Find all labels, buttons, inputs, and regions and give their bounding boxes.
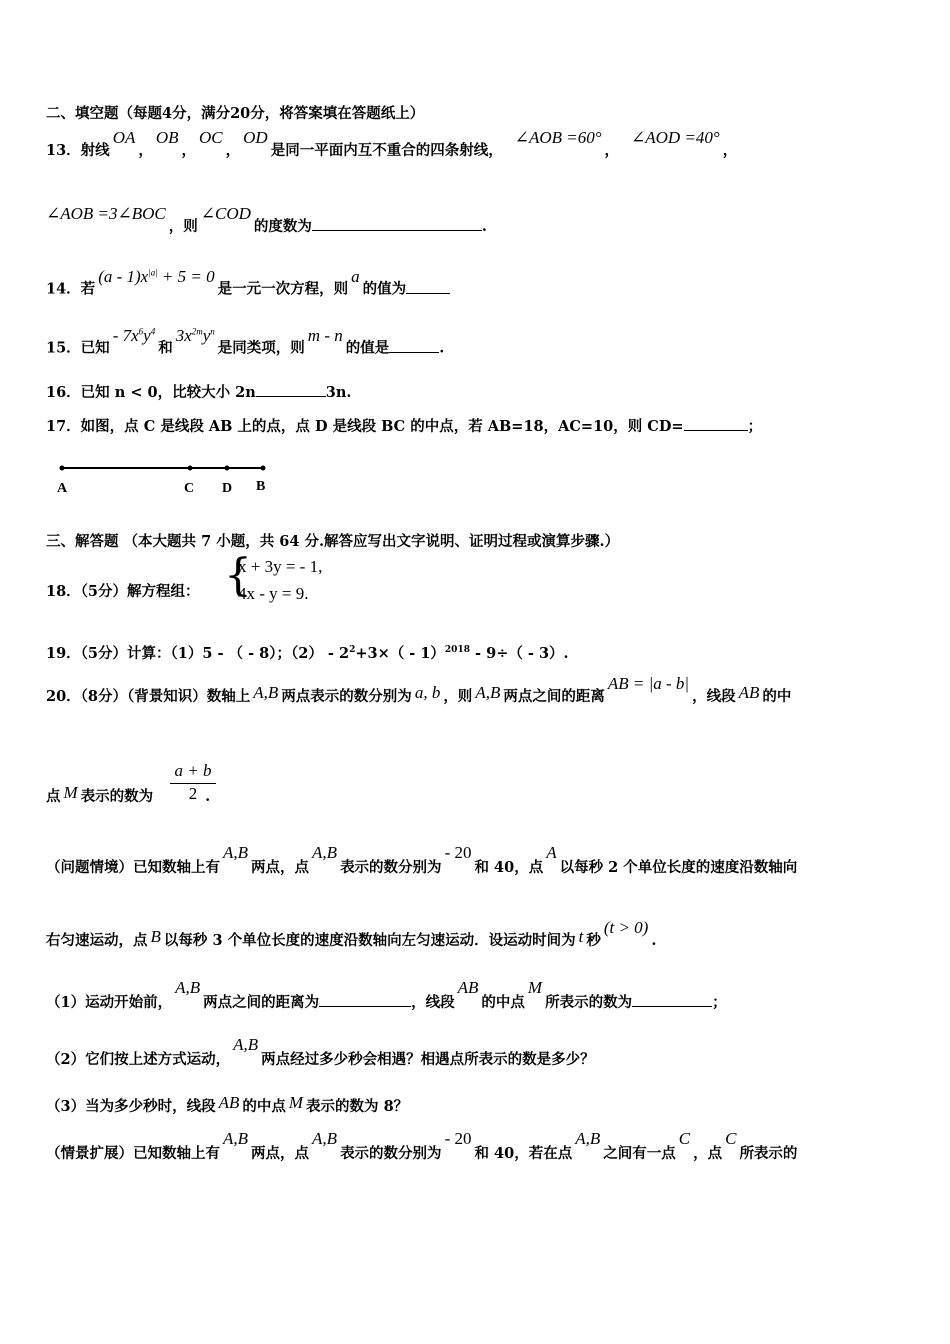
q14-num: 14．若 [46, 280, 96, 298]
q13-then: ，则 [168, 218, 198, 235]
ctx-pre: （问题情境）已知数轴上有 [46, 859, 220, 876]
q20-part1 [46, 978, 727, 1013]
q20-ab: A,B [253, 683, 279, 702]
ray-oa: OA [112, 128, 136, 147]
ext-ab-2: A,B [312, 1129, 338, 1148]
q13-line2 [46, 204, 487, 237]
label-c: C [184, 481, 195, 496]
p1-distance-blank[interactable] [319, 990, 411, 1007]
p1-end: ； [712, 994, 727, 1011]
q16-line [46, 380, 351, 403]
q19-power: 2018 [444, 645, 470, 655]
q15-t2-y: y [202, 325, 211, 345]
q19-square: 2 [349, 645, 356, 655]
ext-t4: 之间有一点 [603, 1145, 676, 1162]
q17-segment-figure [56, 460, 270, 474]
ctx-t1: 两点，点 [251, 859, 310, 876]
q15-expr: m - n [307, 325, 343, 345]
q20-t1: 两点表示的数分别为 [281, 688, 412, 705]
p1-midpoint-blank[interactable] [632, 990, 712, 1007]
p3-pre: （3）当为多少秒时，线段 [46, 1098, 216, 1115]
q20-t5: 的中 [762, 688, 792, 705]
p2-t1: 两点经过多少秒会相遇？相遇点所表示的数是多少？ [261, 1051, 595, 1068]
q13-cond2: ∠AOD =40° [631, 128, 720, 147]
fraction-denominator: 2 [188, 784, 198, 803]
comma: ， [604, 142, 620, 159]
ext-ab: A,B [223, 1129, 249, 1148]
section3-title: 三、解答题 （本大题共 7 小题，共 64 分.解答应写出文字说明、证明过程或演算步骤.） [46, 533, 620, 550]
q20-dist: AB = |a - b| [607, 674, 690, 693]
p1-m: M [527, 978, 543, 997]
p1-t3: 的中点 [481, 994, 525, 1011]
q14-line [46, 266, 450, 300]
q15-t1-e2: 4 [150, 326, 156, 336]
q17-tail: ； [747, 418, 763, 435]
q13-answer-blank[interactable] [312, 214, 482, 231]
q20-line2-pre: 点 [46, 788, 61, 805]
ctx2-b: B [150, 927, 161, 946]
q19-pre: 19．（5分）计算：（1）5 - （ - 8）；（2） - 2 [46, 644, 350, 662]
ctx2-pre: 右匀速运动，点 [46, 932, 148, 949]
q15-t1-y: y [143, 325, 151, 345]
q20-part3 [46, 1093, 409, 1117]
q13-ask: 的度数为 [253, 218, 312, 235]
p1-seg: AB [457, 978, 479, 997]
q18-line [46, 582, 200, 602]
ctx-t4: 以每秒 2 个单位长度的速度沿数轴向 [559, 859, 798, 876]
q18-eq1: x + 3y = - 1, [238, 557, 323, 576]
ray-od: OD [243, 128, 268, 147]
q19-mid: +3×（ - 1） [355, 644, 445, 662]
point-a [60, 466, 65, 471]
p1-t1: 两点之间的距离为 [203, 994, 320, 1011]
comma: ， [138, 142, 153, 159]
ctx-ab: A,B [223, 843, 249, 862]
q20-fraction [170, 761, 216, 804]
ext-t5: ，点 [693, 1145, 723, 1162]
q17-text: 17．如图，点 C 是线段 AB 上的点，点 D 是线段 BC 的中点，若 AB=18，AC=10，则 CD= [46, 418, 684, 435]
p3-seg: AB [218, 1093, 240, 1112]
ext-t3: 和 40，若在点 [474, 1145, 573, 1162]
q14-exponent: |a| [148, 267, 158, 277]
q13-line1 [46, 128, 738, 161]
fraction-numerator: a + b [170, 761, 216, 784]
ext-t1: 两点，点 [251, 1145, 310, 1162]
q15-answer-blank[interactable] [389, 336, 439, 353]
q13-end: . [481, 218, 487, 235]
q19-post: - 9÷（ - 3）. [469, 644, 569, 662]
q18-eq2: 4x - y = 9. [238, 584, 309, 603]
p3-m: M [288, 1093, 304, 1112]
ctx-a: A [546, 843, 557, 862]
q14-expr [98, 267, 214, 286]
q15-text1: 是同类项，则 [217, 339, 305, 357]
q13-ask-expr: ∠COD [200, 204, 251, 223]
q13-num: 13．射线 [46, 142, 110, 159]
p2-pre: （2）它们按上述方式运动， [46, 1051, 231, 1068]
comma: ， [225, 142, 241, 159]
ext-t6: 所表示的 [739, 1145, 798, 1162]
label-b: B [256, 479, 266, 494]
q15-t2-e2: n [210, 326, 215, 336]
q20-m: M [63, 783, 78, 802]
q19-line [46, 640, 569, 664]
q20-context-line2 [46, 918, 657, 951]
ext-pre: （情景扩展）已知数轴上有 [46, 1145, 220, 1162]
q16-text: 16．已知 n < 0，比较大小 2n [46, 384, 256, 401]
ctx2-t: t [578, 927, 584, 946]
ext-neg20: - 20 [444, 1129, 472, 1148]
q20-num: 20．（8分）（背景知识）数轴上 [46, 688, 251, 705]
q14-text1: 是一元一次方程，则 [217, 280, 349, 298]
q15-term1 [113, 326, 156, 345]
q20-t4: ，线段 [692, 688, 736, 705]
q18-brace: { [224, 550, 252, 601]
ext-c-2: C [725, 1129, 737, 1148]
comma: ， [181, 142, 197, 159]
p1-ab: A,B [175, 978, 201, 997]
q13-cond1: ∠AOB =60° [514, 128, 602, 147]
q14-expr-tail: + 5 = 0 [161, 266, 215, 286]
ext-ab-3: A,B [575, 1129, 601, 1148]
q13-cond3: ∠AOB =3∠BOC [46, 204, 166, 223]
p1-t4: 所表示的数为 [545, 994, 633, 1011]
p2-ab: A,B [233, 1035, 259, 1054]
point-d [225, 466, 230, 471]
q14-text2: 的值为 [362, 280, 407, 298]
q20-t2: ，则 [443, 688, 473, 705]
label-a: A [57, 481, 68, 496]
comma: ， [722, 142, 738, 159]
q20-line2-end: . [205, 788, 211, 805]
q20-seg: AB [738, 683, 760, 702]
q15-t1-e1: 6 [138, 326, 144, 336]
q14-expr-base: (a - 1)x [98, 266, 149, 286]
point-c [188, 466, 193, 471]
q20-line1 [46, 674, 792, 707]
point-b [261, 466, 266, 471]
q15-end: . [439, 339, 445, 357]
q15-term2 [176, 326, 215, 345]
ctx2-t1: 以每秒 3 个单位长度的速度沿数轴向左匀速运动．设运动时间为 [163, 932, 576, 949]
q14-var: a [351, 266, 360, 286]
q20-context-line1 [46, 843, 798, 878]
ext-c: C [678, 1129, 691, 1148]
q15-t1-x: - 7x [112, 325, 139, 345]
q20-ab-2: A,B [475, 683, 501, 702]
q20-ab-vars: a, b [414, 683, 441, 702]
q16-answer-blank[interactable] [256, 380, 326, 397]
ctx2-t2: 秒 [586, 932, 601, 949]
q15-t2-e1: 2m [191, 326, 203, 336]
ctx2-end: . [651, 932, 657, 949]
q17-line [46, 414, 762, 437]
q15-t2-x: 3x [175, 325, 192, 345]
q15-and: 和 [158, 339, 173, 357]
section2-title: 二、填空题（每题4分，满分20分，将答案填在答题纸上） [46, 105, 425, 122]
ray-ob: OB [155, 128, 179, 147]
q20-part2 [46, 1035, 595, 1070]
q17-answer-blank[interactable] [684, 414, 748, 431]
q20-line2-mid: 表示的数为 [80, 788, 154, 805]
q18-num: 18．（5分）解方程组： [46, 583, 200, 600]
ctx-ab-2: A,B [312, 843, 338, 862]
p1-pre: （1）运动开始前， [46, 994, 173, 1011]
ray-oc: OC [199, 128, 223, 147]
q20-extension [46, 1129, 798, 1164]
q15-line [46, 325, 445, 359]
ctx-neg20: - 20 [444, 843, 472, 862]
ctx-t3: 和 40，点 [474, 859, 544, 876]
q14-answer-blank[interactable] [406, 277, 450, 294]
ctx2-tcond: (t > 0) [603, 918, 649, 937]
ext-t2: 表示的数分别为 [340, 1145, 442, 1162]
q16-tail: 3n. [325, 384, 352, 401]
q20-t3: 两点之间的距离 [503, 688, 605, 705]
q15-text2: 的值是 [345, 339, 390, 357]
p3-t1: 的中点 [242, 1098, 286, 1115]
q15-num: 15．已知 [46, 339, 110, 357]
q13-mid: 是同一平面内互不重合的四条射线， [270, 142, 503, 159]
label-d: D [222, 481, 233, 496]
p1-t2: ，线段 [411, 994, 455, 1011]
ctx-t2: 表示的数分别为 [340, 859, 442, 876]
p3-t2: 表示的数为 8？ [306, 1098, 409, 1115]
